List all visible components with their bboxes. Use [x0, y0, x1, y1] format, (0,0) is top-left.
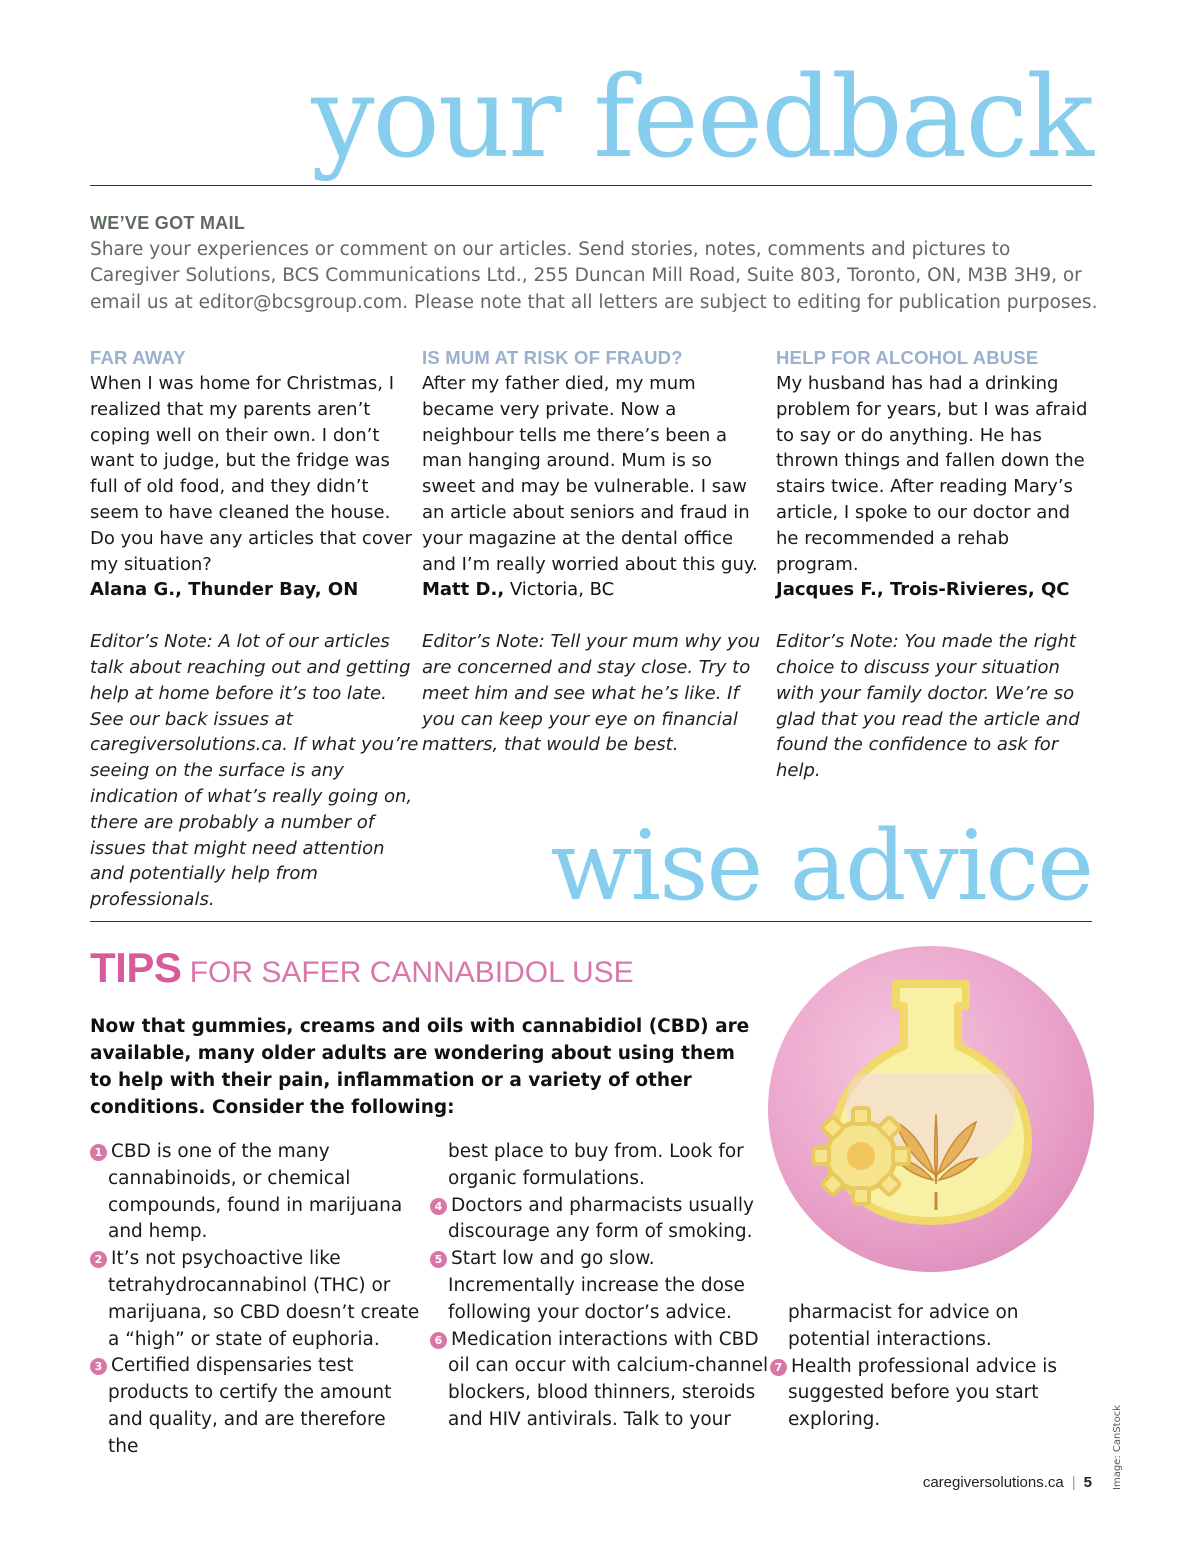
- editor-note: Editor’s Note: You made the right choice to discuss your situation with your family doctor. We’re so glad that you read the article and found the confidence to ask for help.: [776, 631, 1080, 782]
- tip-text: pharmacist for advice on potential interactions.: [788, 1302, 1019, 1350]
- tip-number-badge: 1: [90, 1144, 107, 1161]
- tip-number-badge: 4: [430, 1198, 447, 1215]
- tip-text: It’s not psychoactive like tetrahydrocannabinol (THC) or marijuana, so CBD doesn’t create a “high” or state of euphoria.: [108, 1248, 420, 1350]
- tips-column-1: [90, 1139, 420, 1461]
- tip-item-continued: [430, 1139, 770, 1193]
- tip-number-badge: 2: [90, 1251, 107, 1268]
- tip-text: best place to buy from. Look for organic formulations.: [448, 1141, 744, 1189]
- divider: [90, 185, 1092, 186]
- page-footer: [923, 1474, 1092, 1491]
- tips-intro: Now that gummies, creams and oils with cannabidiol (CBD) are available, many older adults are wondering about using them to help with their pain, inflammation or a variety of other conditions. Consider the following:: [90, 1016, 750, 1118]
- author-name: Jacques F., Trois-Rivieres, QC: [776, 579, 1070, 601]
- tip-text: Doctors and pharmacists usually discourage any form of smoking.: [448, 1194, 754, 1243]
- author-name: Matt D.,: [422, 579, 505, 601]
- tip-item: [430, 1327, 770, 1434]
- footer-website: caregiversolutions.ca: [922, 1474, 1064, 1491]
- page-number: 5: [1083, 1474, 1092, 1491]
- tip-item: [90, 1246, 420, 1353]
- tips-word: TIPS: [90, 944, 182, 991]
- mail-heading: WE’VE GOT MAIL: [90, 213, 246, 233]
- author-name: Alana G., Thunder Bay, ON: [90, 579, 359, 601]
- tip-text: Health professional advice is suggested before you start exploring.: [788, 1355, 1057, 1431]
- divider: [90, 921, 1092, 922]
- author-place: Victoria, BC: [504, 579, 615, 601]
- section-title-advice: wise advice: [550, 810, 1092, 922]
- tips-column-2: [430, 1139, 770, 1434]
- tip-item-continued: [770, 1300, 1100, 1354]
- tip-item: [90, 1139, 420, 1246]
- letter-alcohol: [776, 345, 1096, 784]
- editor-note: Editor’s Note: Tell your mum why you are concerned and stay close. Try to meet him and see what he’s like. If you can keep your eye on financial matters, that would be best.: [422, 631, 761, 756]
- tips-column-3: [770, 1300, 1100, 1434]
- letter-text: When I was home for Christmas, I realized that my parents aren’t coping well on their own. I don’t want to judge, but the fridge was full of old food, and they didn’t seem to have cleaned the house. Do you have any articles that cover my situation?: [90, 373, 412, 575]
- tips-subtitle: FOR SAFER CANNABIDOL USE: [181, 956, 634, 989]
- tip-text: Certified dispensaries test products to certify the amount and quality, and are therefore the: [108, 1355, 392, 1457]
- tip-item: [430, 1193, 770, 1247]
- letter-text: My husband has had a drinking problem for years, but I was afraid to say or do anything. He has thrown things and fallen down the stairs twice. After reading Mary’s article, I spoke to our doctor and he recommended a rehab program.: [776, 373, 1088, 575]
- letter-fraud: [422, 345, 762, 758]
- tip-number-badge: 5: [430, 1251, 447, 1268]
- letter-author: [90, 577, 420, 603]
- tip-number-badge: 7: [770, 1359, 787, 1376]
- letter-far-away: [90, 345, 420, 913]
- footer-separator: |: [1071, 1474, 1076, 1491]
- cbd-flask-illustration: [766, 944, 1096, 1274]
- section-title-feedback: your feedback: [311, 53, 1092, 183]
- gear-icon: [813, 1108, 909, 1204]
- letter-title: FAR AWAY: [90, 347, 186, 368]
- letter-text: After my father died, my mum became very private. Now a neighbour tells me there’s been a man hanging around. Mum is so sweet and may be vulnerable. I saw an article about seniors and fraud in your magazine at the dental office and I’m really worried about this guy.: [422, 373, 758, 575]
- letter-author: [776, 577, 1096, 603]
- letter-title: IS MUM AT RISK OF FRAUD?: [422, 347, 683, 368]
- letter-author: [422, 577, 762, 603]
- image-credit: Image: CanStock: [1112, 1405, 1123, 1490]
- tip-item: [90, 1353, 420, 1460]
- tip-number-badge: 3: [90, 1358, 107, 1375]
- tip-text: Start low and go slow. Incrementally increase the dose following your doctor’s advice.: [448, 1248, 745, 1323]
- tip-item: [430, 1246, 770, 1326]
- tips-heading: [90, 944, 634, 992]
- tip-number-badge: 6: [430, 1332, 447, 1349]
- mail-body: Share your experiences or comment on our articles. Send stories, notes, comments and pictures to Caregiver Solutions, BCS Communications Ltd., 255 Duncan Mill Road, Suite 803, Toronto, ON, M3B 3H9, or email us at editor@bcsgroup.com. Please note that all letters are subject to editing for publication purposes.: [90, 239, 1098, 313]
- tip-text: Medication interactions with CBD oil can occur with calcium-channel blockers, blood thinners, steroids and HIV antivirals. Talk to your: [448, 1328, 769, 1430]
- tip-text: CBD is one of the many cannabinoids, or chemical compounds, found in marijuana and hemp.: [108, 1141, 403, 1243]
- tip-item: [770, 1354, 1100, 1434]
- editor-note: Editor’s Note: A lot of our articles talk about reaching out and getting help at home before it’s too late. See our back issues at caregiversolutions.ca. If what you’re seeing on the surface is any indication of what’s really going on, there are probably a number of issues that might need attention and potentially help from professionals.: [90, 631, 419, 911]
- letter-title: HELP FOR ALCOHOL ABUSE: [776, 347, 1039, 368]
